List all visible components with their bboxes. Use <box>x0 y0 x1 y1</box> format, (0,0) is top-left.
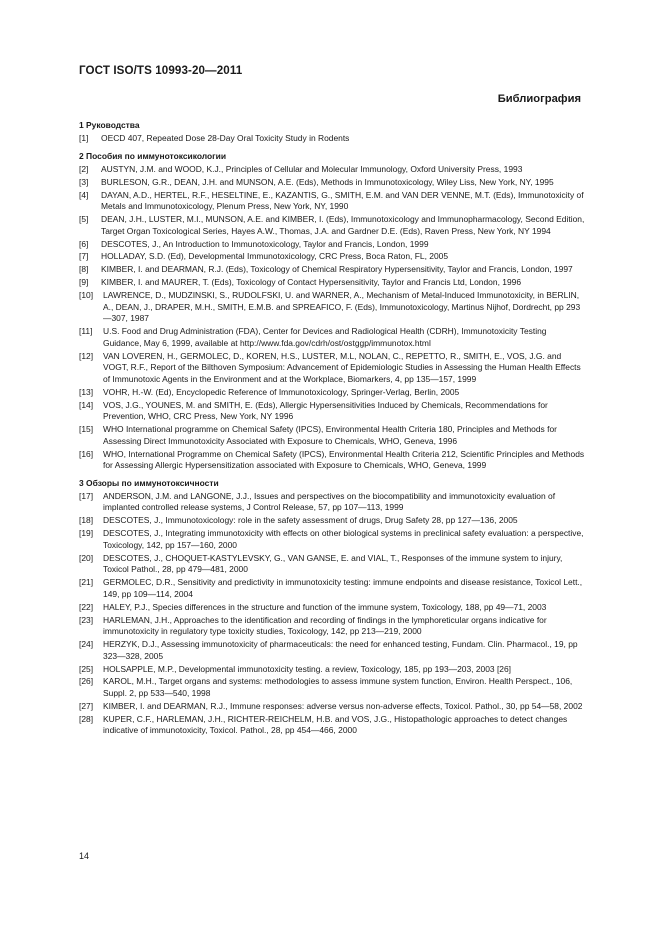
reference-number: [7] <box>79 251 89 262</box>
reference-item <box>79 714 585 737</box>
reference-number: [4] <box>79 189 89 200</box>
reference-item <box>79 214 585 237</box>
reference-number: [5] <box>79 214 89 225</box>
reference-item <box>79 602 585 614</box>
reference-item <box>79 400 585 423</box>
reference-item <box>79 190 585 213</box>
reference-text: DESCOTES, J., Immunotoxicology: role in the safety assessment of drugs, Drug Safety 28, pp 127—136, 2005 <box>103 515 518 526</box>
reference-text: DEAN, J.H., LUSTER, M.I., MUNSON, A.E. and KIMBER, I. (Eds), Immunotoxicology and Immunopharmacology, Second Edition, Target Organ Toxicological Series, Hayes A.W., Thomas, J.A. and Gardner D.E. (Eds), Raven Press, New York, NY 1994 <box>101 214 585 236</box>
reference-text: ANDERSON, J.M. and LANGONE, J.J., Issues and perspectives on the biocompatibility and immunotoxicity evaluation of implanted controlled release systems, J Control Release, 57, pp 107—113, 1999 <box>103 490 556 513</box>
reference-text: DESCOTES, J., Integrating immunotoxicity with effects on other biological systems in preclinical safety evaluation: a perspective, Toxicology, 142, pp 157—160, 2000 <box>103 528 584 550</box>
reference-text: GERMOLEC, D.R., Sensitivity and predictivity in immunotoxicity testing: immune endpoints and disease resistance, Toxicol Lett., 149, pp 109—114, 2004 <box>103 577 583 599</box>
section-heading: 3 Обзоры по иммунотоксичности <box>79 477 219 488</box>
reference-text: OECD 407, Repeated Dose 28-Day Oral Toxicity Study in Rodents <box>101 133 350 144</box>
reference-number: [1] <box>79 133 89 144</box>
reference-item <box>79 424 585 447</box>
reference-item <box>79 664 585 676</box>
reference-number: [12] <box>79 350 94 361</box>
reference-number: [17] <box>79 490 94 501</box>
reference-item <box>79 290 585 325</box>
reference-item <box>79 264 585 276</box>
section-manuals <box>79 151 585 472</box>
standard-header: ГОСТ ISO/TS 10993-20—2011 <box>79 64 243 77</box>
reference-item <box>79 251 585 263</box>
section-reviews <box>79 478 585 737</box>
reference-item <box>79 164 585 176</box>
reference-item <box>79 387 585 399</box>
reference-item <box>79 449 585 472</box>
reference-item <box>79 326 585 349</box>
reference-text: HERZYK, D.J., Assessing immunotoxicity of pharmaceuticals: the need for enhanced testing, Fundam. Clin. Pharmacol., 19, pp 323—328, 2005 <box>103 639 578 661</box>
bibliography-content <box>79 120 585 738</box>
reference-number: [13] <box>79 386 94 397</box>
reference-item <box>79 277 585 289</box>
reference-number: [23] <box>79 614 94 625</box>
reference-number: [24] <box>79 639 94 650</box>
reference-text: HARLEMAN, J.H., Approaches to the identification and recording of findings in the lymphoreticular organs indicative for immunotoxicity in regulatory type toxicity studies, Toxicology, 142, pp 213—219, 2000 <box>103 614 547 637</box>
reference-text: KUPER, C.F., HARLEMAN, J.H., RICHTER-REICHELM, H.B. and VOS, J.G., Histopathologic approaches to detect changes indicative of immunotoxicity, Toxicol. Pathol., 28, pp 454—466, 2000 <box>103 713 568 736</box>
reference-item <box>79 528 585 551</box>
section-heading: 1 Руководства <box>79 120 140 130</box>
reference-item <box>79 177 585 189</box>
section-heading: 2 Пособия по иммунотоксикологии <box>79 150 227 161</box>
reference-text: HALEY, P.J., Species differences in the structure and function of the immune system, Toxicology, 188, pp 49—71, 2003 <box>103 601 547 612</box>
reference-number: [11] <box>79 326 93 337</box>
reference-text: U.S. Food and Drug Administration (FDA), Center for Devices and Radiological Health (CDRH), Immunotoxicity Testing Guidance, May 6, 1999, available at http://www.fda.gov/cdrh/ost/ostggp/immunotox.html <box>103 326 547 348</box>
reference-text: HOLLADAY, S.D. (Ed), Developmental Immunotoxicology, CRC Press, Boca Raton, FL, 2005 <box>101 251 449 262</box>
reference-number: [25] <box>79 663 94 674</box>
reference-text: WHO, International Programme on Chemical Safety (IPCS), Environmental Health Criteria 212, Scientific Principles and Methods for Assessing Allergic Hypersensitization associated with Exposure to Chemicals, WHO, Geneva, 1999 <box>103 448 585 471</box>
reference-number: [16] <box>79 448 94 459</box>
reference-number: [26] <box>79 676 94 687</box>
reference-text: KIMBER, I. and DEARMAN, R.J., Immune responses: adverse versus non-adverse effects, Toxicol. Pathol., 30, pp 54—58, 2002 <box>103 700 583 711</box>
reference-item <box>79 515 585 527</box>
reference-number: [15] <box>79 424 94 435</box>
page-number: 14 <box>79 851 90 861</box>
reference-item <box>79 491 585 514</box>
reference-text: VOHR, H.-W. (Ed), Encyclopedic Reference of Immunotoxicology, Springer-Verlag, Berlin, 2005 <box>103 386 460 397</box>
bibliography-title: Библиография <box>497 93 581 105</box>
reference-number: [18] <box>79 515 94 526</box>
reference-item <box>79 676 585 699</box>
reference-text: AUSTYN, J.M. and WOOD, K.J., Principles of Cellular and Molecular Immunology, Oxford University Press, 1993 <box>101 163 523 174</box>
reference-item <box>79 239 585 251</box>
section-guides <box>79 120 585 145</box>
reference-item <box>79 701 585 713</box>
reference-text: VOS, J.G., YOUNES, M. and SMITH, E. (Eds), Allergic Hypersensitivities Induced by Chemicals, Recommendations for Prevention, WHO, CRC Press, New York, NY 1996 <box>103 399 548 422</box>
reference-number: [19] <box>79 528 94 539</box>
reference-number: [14] <box>79 399 94 410</box>
reference-number: [2] <box>79 163 89 174</box>
reference-number: [9] <box>79 277 89 288</box>
reference-item <box>79 553 585 576</box>
reference-number: [27] <box>79 700 94 711</box>
reference-number: [28] <box>79 713 94 724</box>
reference-number: [10] <box>79 290 94 301</box>
reference-text: WHO International programme on Chemical Safety (IPCS), Environmental Health Criteria 180, Principles and Methods for Assessing Direct Immunotoxicity Associated with Exposure to Chemicals, WHO, Geneva, 1996 <box>103 424 557 446</box>
reference-text: VAN LOVEREN, H., GERMOLEC, D., KOREN, H.S., LUSTER, M.L, NOLAN, C., REPETTO, R., SMITH, E., VOS, J.G. and VOGT, R.F., Report of the Bilthoven Symposium: Advancement of Epidemiologic Studies in Assessing the Human Health Effects of Immunotoxic Agents in the Environment and at the Workplace, Biomarkers, 4, pp 135—157, 1999 <box>103 350 581 384</box>
reference-number: [6] <box>79 238 89 249</box>
reference-text: HOLSAPPLE, M.P., Developmental immunotoxicity testing. a review, Toxicology, 185, pp 193—203, 2003 [26] <box>103 663 512 674</box>
reference-text: DESCOTES, J., An Introduction to Immunotoxicology, Taylor and Francis, London, 1999 <box>101 238 429 249</box>
reference-text: KIMBER, I. and DEARMAN, R.J. (Eds), Toxicology of Chemical Respiratory Hypersensitivity, Taylor and Francis, London, 1997 <box>101 264 573 275</box>
reference-item <box>79 133 585 145</box>
reference-number: [20] <box>79 552 94 563</box>
reference-text: BURLESON, G.R., DEAN, J.H. and MUNSON, A.E. (Eds), Methods in Immunotoxicology, Wiley Liss, New York, NY, 1995 <box>101 176 554 187</box>
reference-text: DESCOTES, J., CHOQUET-KASTYLEVSKY, G., VAN GANSE, E. and VIAL, T., Responses of the immune system to injury, Toxicol Pathol., 28, pp 479—481, 2000 <box>103 552 563 575</box>
reference-text: KIMBER, I. and MAURER, T. (Eds), Toxicology of Contact Hypersensitivity, Taylor and Francis Ltd, London, 1996 <box>101 277 522 288</box>
reference-number: [21] <box>79 577 94 588</box>
reference-number: [3] <box>79 176 89 187</box>
reference-item <box>79 351 585 386</box>
reference-number: [22] <box>79 601 94 612</box>
reference-number: [8] <box>79 264 89 275</box>
reference-item <box>79 577 585 600</box>
reference-text: LAWRENCE, D., MUDZINSKI, S., RUDOLFSKI, U. and WARNER, A., Mechanism of Metal-Induced Immunotoxicity, in BERLIN, A., DEAN, J., DRAPER, M.H., SMITH, E.M.B. and SPREAFICO, F. (Eds), Immunotoxicology, Martinus Nijhof, Dordrecht, pp 293—307, 1987 <box>103 290 581 324</box>
reference-item <box>79 639 585 662</box>
reference-text: KAROL, M.H., Target organs and systems: methodologies to assess immune system function, Environ. Health Perspect., 106, Suppl. 2, pp 533—540, 1998 <box>103 676 573 699</box>
reference-text: DAYAN, A.D., HERTEL, R.F., HESELTINE, E., KAZANTIS, G., SMITH, E.M. and VAN DER VENNE, M.T. (Eds), Immunotoxicity of Metals and Immunotoxicology, Plenum Press, New York, NY, 1990 <box>101 189 584 212</box>
reference-item <box>79 615 585 638</box>
